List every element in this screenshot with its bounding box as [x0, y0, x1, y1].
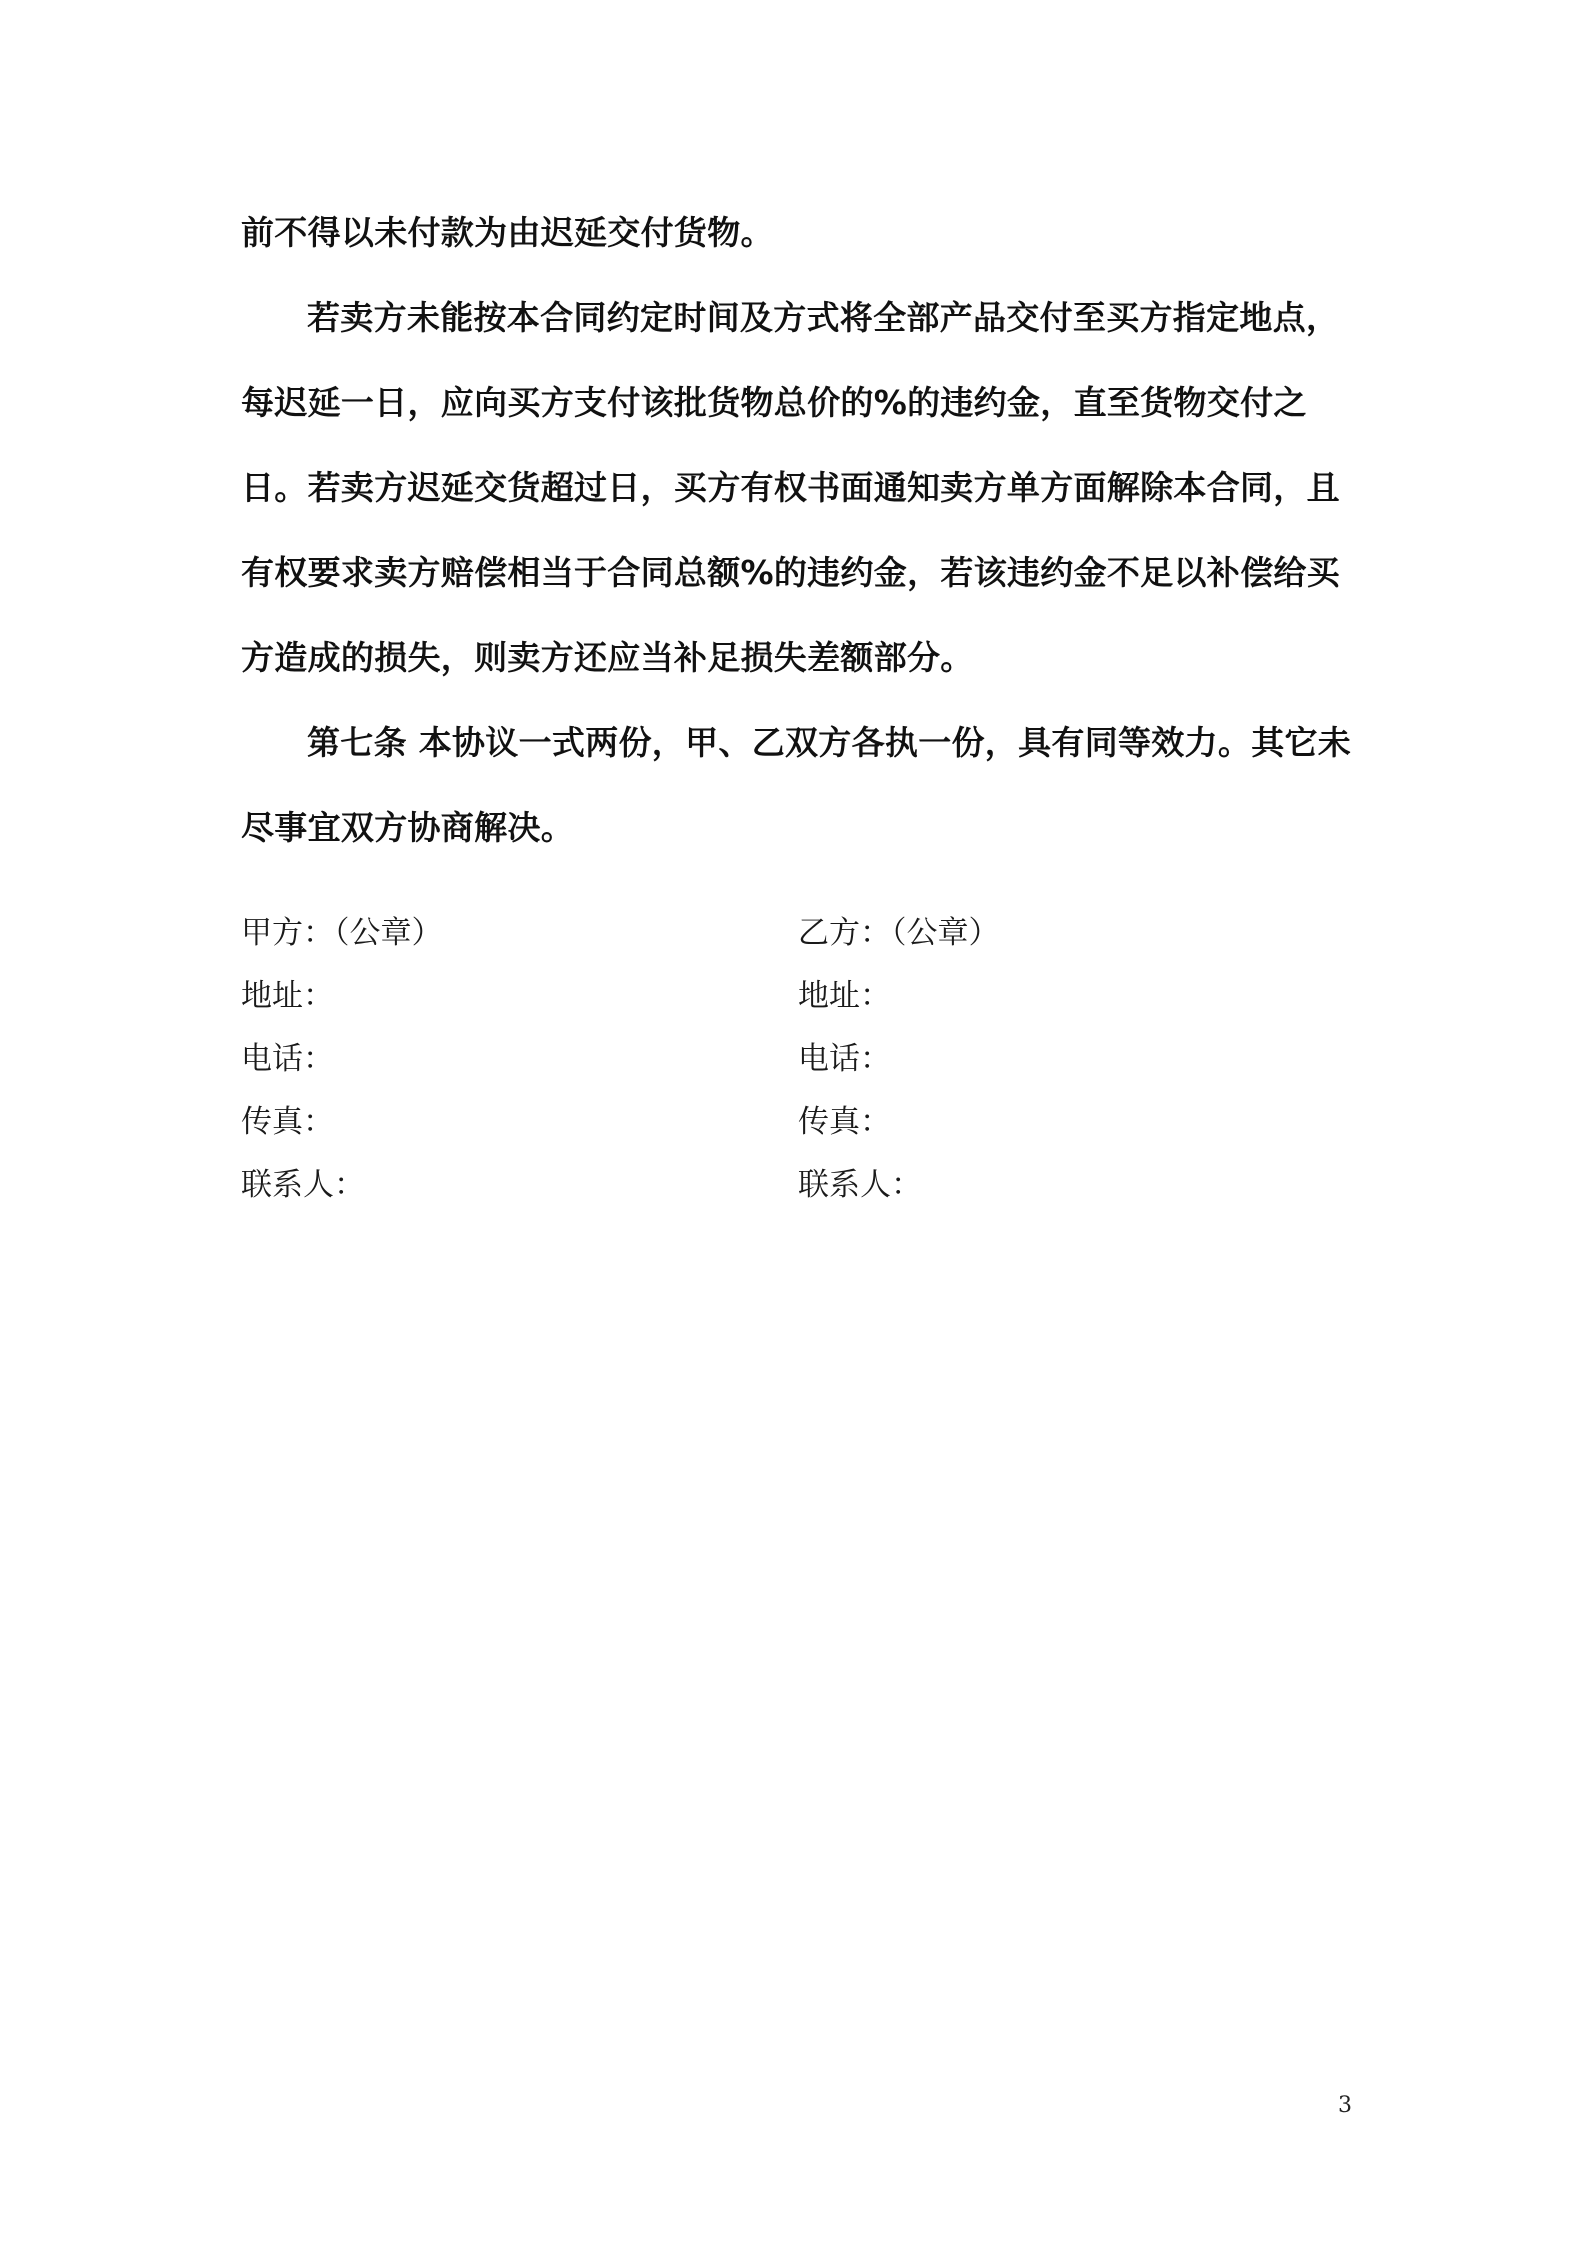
party-b-fax: 传真：	[798, 1104, 891, 1140]
page-number: 3	[1338, 2093, 1352, 2118]
party-a-address: 地址：	[241, 978, 334, 1014]
party-a-contact: 联系人：	[241, 1167, 365, 1203]
contract-body	[241, 190, 1359, 870]
party-b-address: 地址：	[798, 978, 891, 1014]
party-a-title: 甲方：（公章）	[241, 915, 443, 951]
party-a-fax: 传真：	[241, 1104, 334, 1140]
paragraph-article-seven: 第七条 本协议一式两份，甲、乙双方各执一份，具有同等效力。其它未尽事宜双方协商解决。	[241, 723, 1352, 847]
party-b-title: 乙方：（公章）	[798, 915, 1000, 951]
paragraph-continuation: 前不得以未付款为由迟延交付货物。	[241, 213, 774, 252]
paragraph-late-delivery-penalty: 若卖方未能按本合同约定时间及方式将全部产品交付至买方指定地点，每迟延一日，应向买方支付该批货物总价的%的违约金，直至货物交付之日。若卖方迟延交货超过日，买方有权书面通知卖方单方面解除本合同，且有权要求卖方赔偿相当于合同总额%的违约金，若该违约金不足以补偿给买方造成的损失，则卖方还应当补足损失差额部分。	[241, 298, 1340, 677]
party-b-column	[798, 902, 1000, 1217]
party-b-phone: 电话：	[798, 1041, 891, 1077]
party-a-phone: 电话：	[241, 1041, 334, 1077]
party-a-column	[241, 902, 443, 1217]
party-b-contact: 联系人：	[798, 1167, 922, 1203]
